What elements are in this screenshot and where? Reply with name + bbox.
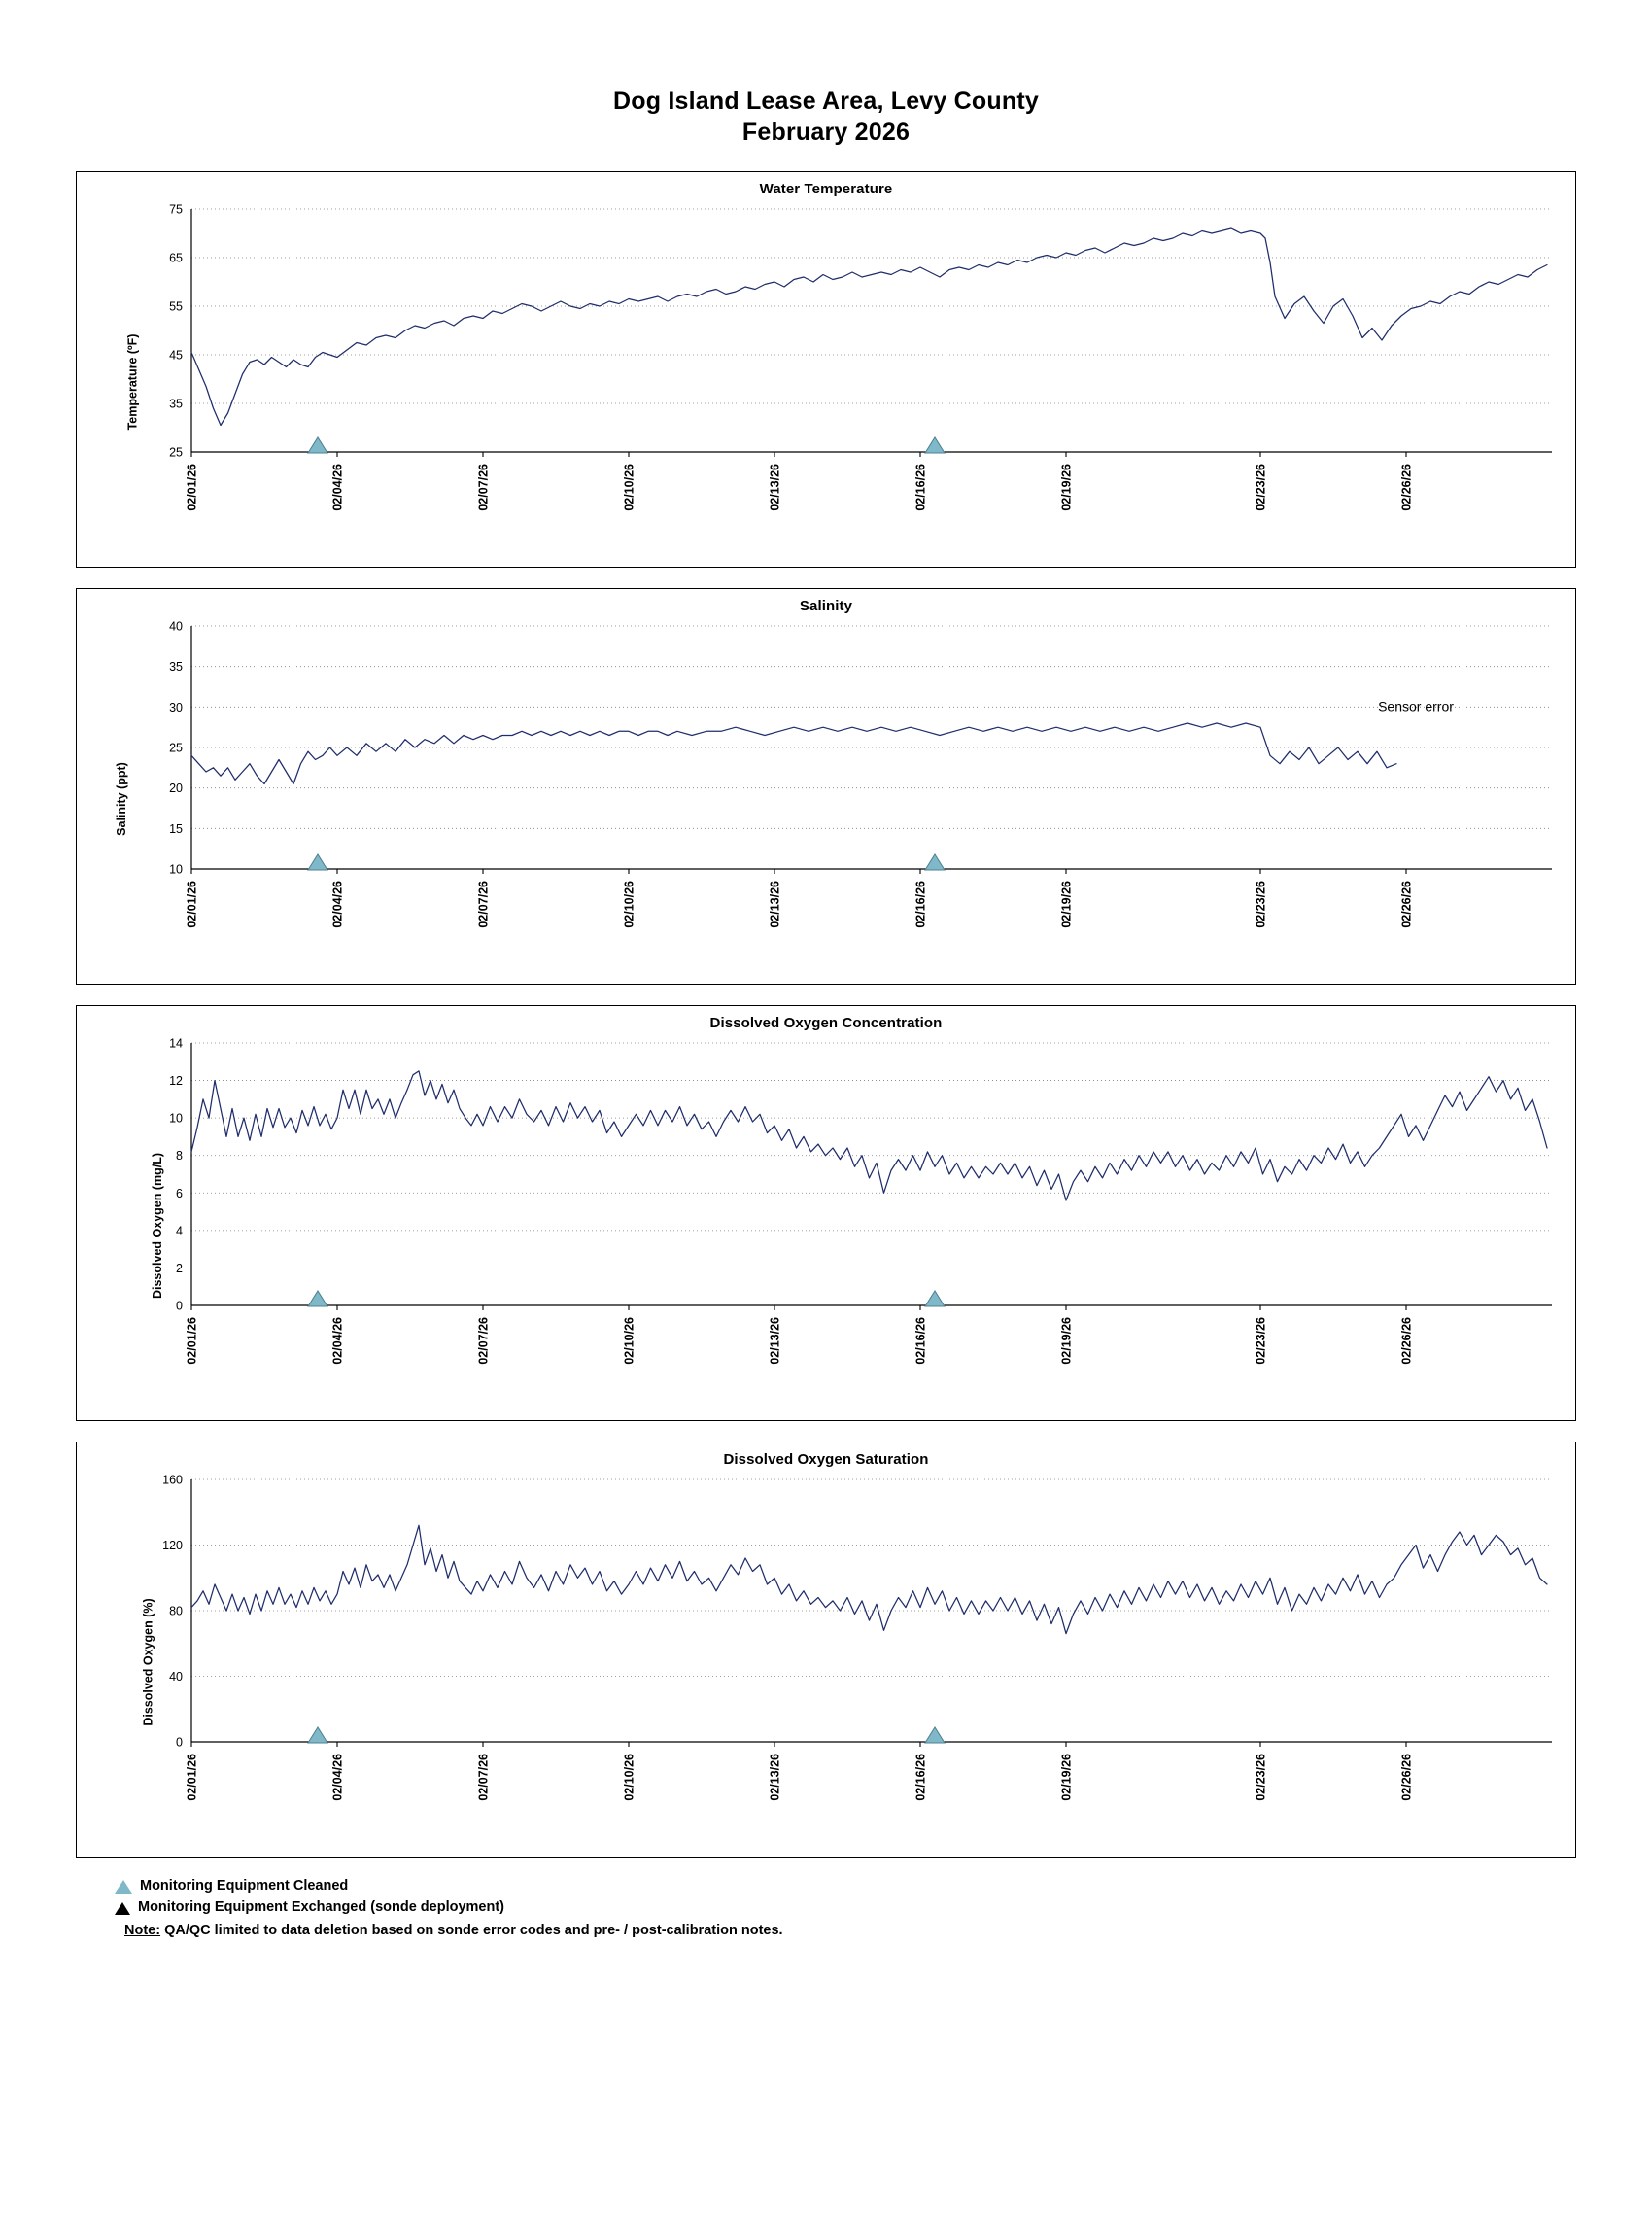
triangle-cleaned-icon	[115, 1880, 132, 1894]
svg-text:02/04/26: 02/04/26	[330, 464, 345, 511]
plot-salinity	[77, 614, 1573, 984]
legend-row-cleaned	[115, 1878, 1652, 1894]
svg-text:45: 45	[169, 348, 183, 363]
svg-text:02/19/26: 02/19/26	[1059, 1317, 1074, 1365]
y-axis-label-salinity: Salinity (ppt)	[114, 762, 128, 836]
svg-text:02/23/26: 02/23/26	[1254, 1317, 1268, 1365]
svg-text:02/07/26: 02/07/26	[476, 881, 491, 928]
plot-wrap-salinity	[77, 614, 1575, 984]
svg-text:02/19/26: 02/19/26	[1059, 464, 1074, 511]
chart-legend	[115, 1878, 1652, 1940]
svg-text:160: 160	[162, 1473, 183, 1487]
title-line-2: February 2026	[741, 119, 911, 146]
svg-text:10: 10	[169, 1111, 183, 1126]
svg-text:02/10/26: 02/10/26	[622, 464, 637, 511]
chart-panel-water-temperature	[76, 171, 1576, 568]
plot-wrap-do-concentration	[77, 1031, 1575, 1420]
svg-text:35: 35	[169, 397, 183, 411]
report-page	[0, 86, 1652, 2224]
svg-text:12: 12	[169, 1074, 183, 1089]
legend-label-cleaned: Monitoring Equipment Cleaned	[140, 1878, 349, 1894]
svg-text:02/13/26: 02/13/26	[768, 464, 782, 511]
y-axis-label-do-saturation: Dissolved Oxygen (%)	[141, 1598, 155, 1726]
legend-note-prefix: Note:	[124, 1922, 161, 1938]
svg-text:14: 14	[169, 1036, 183, 1051]
legend-note-text: QA/QC limited to data deletion based on sonde error codes and pre- / post-calibration notes.	[160, 1922, 783, 1938]
svg-text:0: 0	[176, 1299, 183, 1313]
svg-text:02/04/26: 02/04/26	[330, 1754, 345, 1801]
legend-label-exchanged: Monitoring Equipment Exchanged (sonde deployment)	[138, 1899, 505, 1916]
svg-text:4: 4	[176, 1224, 183, 1238]
svg-text:40: 40	[169, 619, 183, 634]
svg-text:02/10/26: 02/10/26	[622, 1754, 637, 1801]
chart-title-water-temperature: Water Temperature	[759, 181, 893, 197]
svg-text:6: 6	[176, 1186, 183, 1200]
y-axis-label-water-temperature: Temperature (ºF)	[125, 333, 140, 431]
svg-text:02/01/26: 02/01/26	[185, 464, 199, 511]
chart-title-do-concentration: Dissolved Oxygen Concentration	[709, 1015, 943, 1031]
chart-panel-do-concentration	[76, 1005, 1576, 1421]
svg-text:02/07/26: 02/07/26	[476, 1317, 491, 1365]
triangle-exchanged-icon	[115, 1902, 130, 1915]
svg-text:02/23/26: 02/23/26	[1254, 464, 1268, 511]
svg-text:02/07/26: 02/07/26	[476, 464, 491, 511]
svg-text:02/01/26: 02/01/26	[185, 1317, 199, 1365]
svg-text:10: 10	[169, 862, 183, 877]
chart-panel-salinity	[76, 588, 1576, 985]
chart-stack	[76, 171, 1576, 1858]
chart-title-salinity: Salinity	[799, 598, 853, 614]
y-axis-label-do-concentration: Dissolved Oxygen (mg/L)	[151, 1152, 165, 1300]
svg-text:0: 0	[176, 1735, 183, 1750]
svg-text:02/23/26: 02/23/26	[1254, 1754, 1268, 1801]
svg-text:02/07/26: 02/07/26	[476, 1754, 491, 1801]
svg-text:02/16/26: 02/16/26	[913, 464, 928, 511]
svg-text:20: 20	[169, 782, 183, 796]
svg-text:120: 120	[162, 1539, 183, 1552]
svg-text:02/16/26: 02/16/26	[913, 1317, 928, 1365]
svg-text:35: 35	[169, 660, 183, 675]
svg-text:80: 80	[169, 1604, 183, 1618]
svg-text:Sensor error: Sensor error	[1378, 698, 1454, 714]
svg-text:02/26/26: 02/26/26	[1399, 464, 1414, 511]
svg-text:25: 25	[169, 741, 183, 755]
svg-text:75: 75	[169, 202, 183, 217]
chart-title-do-saturation: Dissolved Oxygen Saturation	[723, 1451, 929, 1468]
plot-do-concentration	[77, 1031, 1573, 1420]
svg-text:02/01/26: 02/01/26	[185, 1754, 199, 1801]
svg-text:15: 15	[169, 821, 183, 836]
title-line-1: Dog Island Lease Area, Levy County	[613, 87, 1039, 115]
svg-text:02/26/26: 02/26/26	[1399, 1317, 1414, 1365]
svg-text:65: 65	[169, 251, 183, 265]
svg-text:25: 25	[169, 445, 183, 460]
plot-water-temperature	[77, 197, 1573, 567]
svg-text:02/23/26: 02/23/26	[1254, 881, 1268, 928]
svg-text:02/10/26: 02/10/26	[622, 881, 637, 928]
legend-row-exchanged	[115, 1899, 1652, 1916]
svg-text:02/01/26: 02/01/26	[185, 881, 199, 928]
svg-text:02/26/26: 02/26/26	[1399, 1754, 1414, 1801]
svg-text:02/10/26: 02/10/26	[622, 1317, 637, 1365]
svg-text:8: 8	[176, 1149, 183, 1164]
plot-do-saturation	[77, 1468, 1573, 1857]
chart-panel-do-saturation	[76, 1442, 1576, 1858]
svg-text:40: 40	[169, 1670, 183, 1684]
svg-text:02/19/26: 02/19/26	[1059, 1754, 1074, 1801]
legend-note	[124, 1922, 1652, 1940]
svg-text:02/16/26: 02/16/26	[913, 1754, 928, 1801]
svg-text:02/13/26: 02/13/26	[768, 1754, 782, 1801]
svg-text:02/19/26: 02/19/26	[1059, 881, 1074, 928]
plot-wrap-water-temperature	[77, 197, 1575, 567]
plot-wrap-do-saturation	[77, 1468, 1575, 1857]
svg-text:02/13/26: 02/13/26	[768, 881, 782, 928]
svg-text:02/26/26: 02/26/26	[1399, 881, 1414, 928]
svg-text:02/13/26: 02/13/26	[768, 1317, 782, 1365]
svg-text:02/04/26: 02/04/26	[330, 1317, 345, 1365]
svg-text:55: 55	[169, 299, 183, 314]
svg-text:2: 2	[176, 1261, 183, 1275]
svg-text:02/04/26: 02/04/26	[330, 881, 345, 928]
svg-text:02/16/26: 02/16/26	[913, 881, 928, 928]
svg-text:30: 30	[169, 700, 183, 714]
page-title	[0, 86, 1652, 148]
